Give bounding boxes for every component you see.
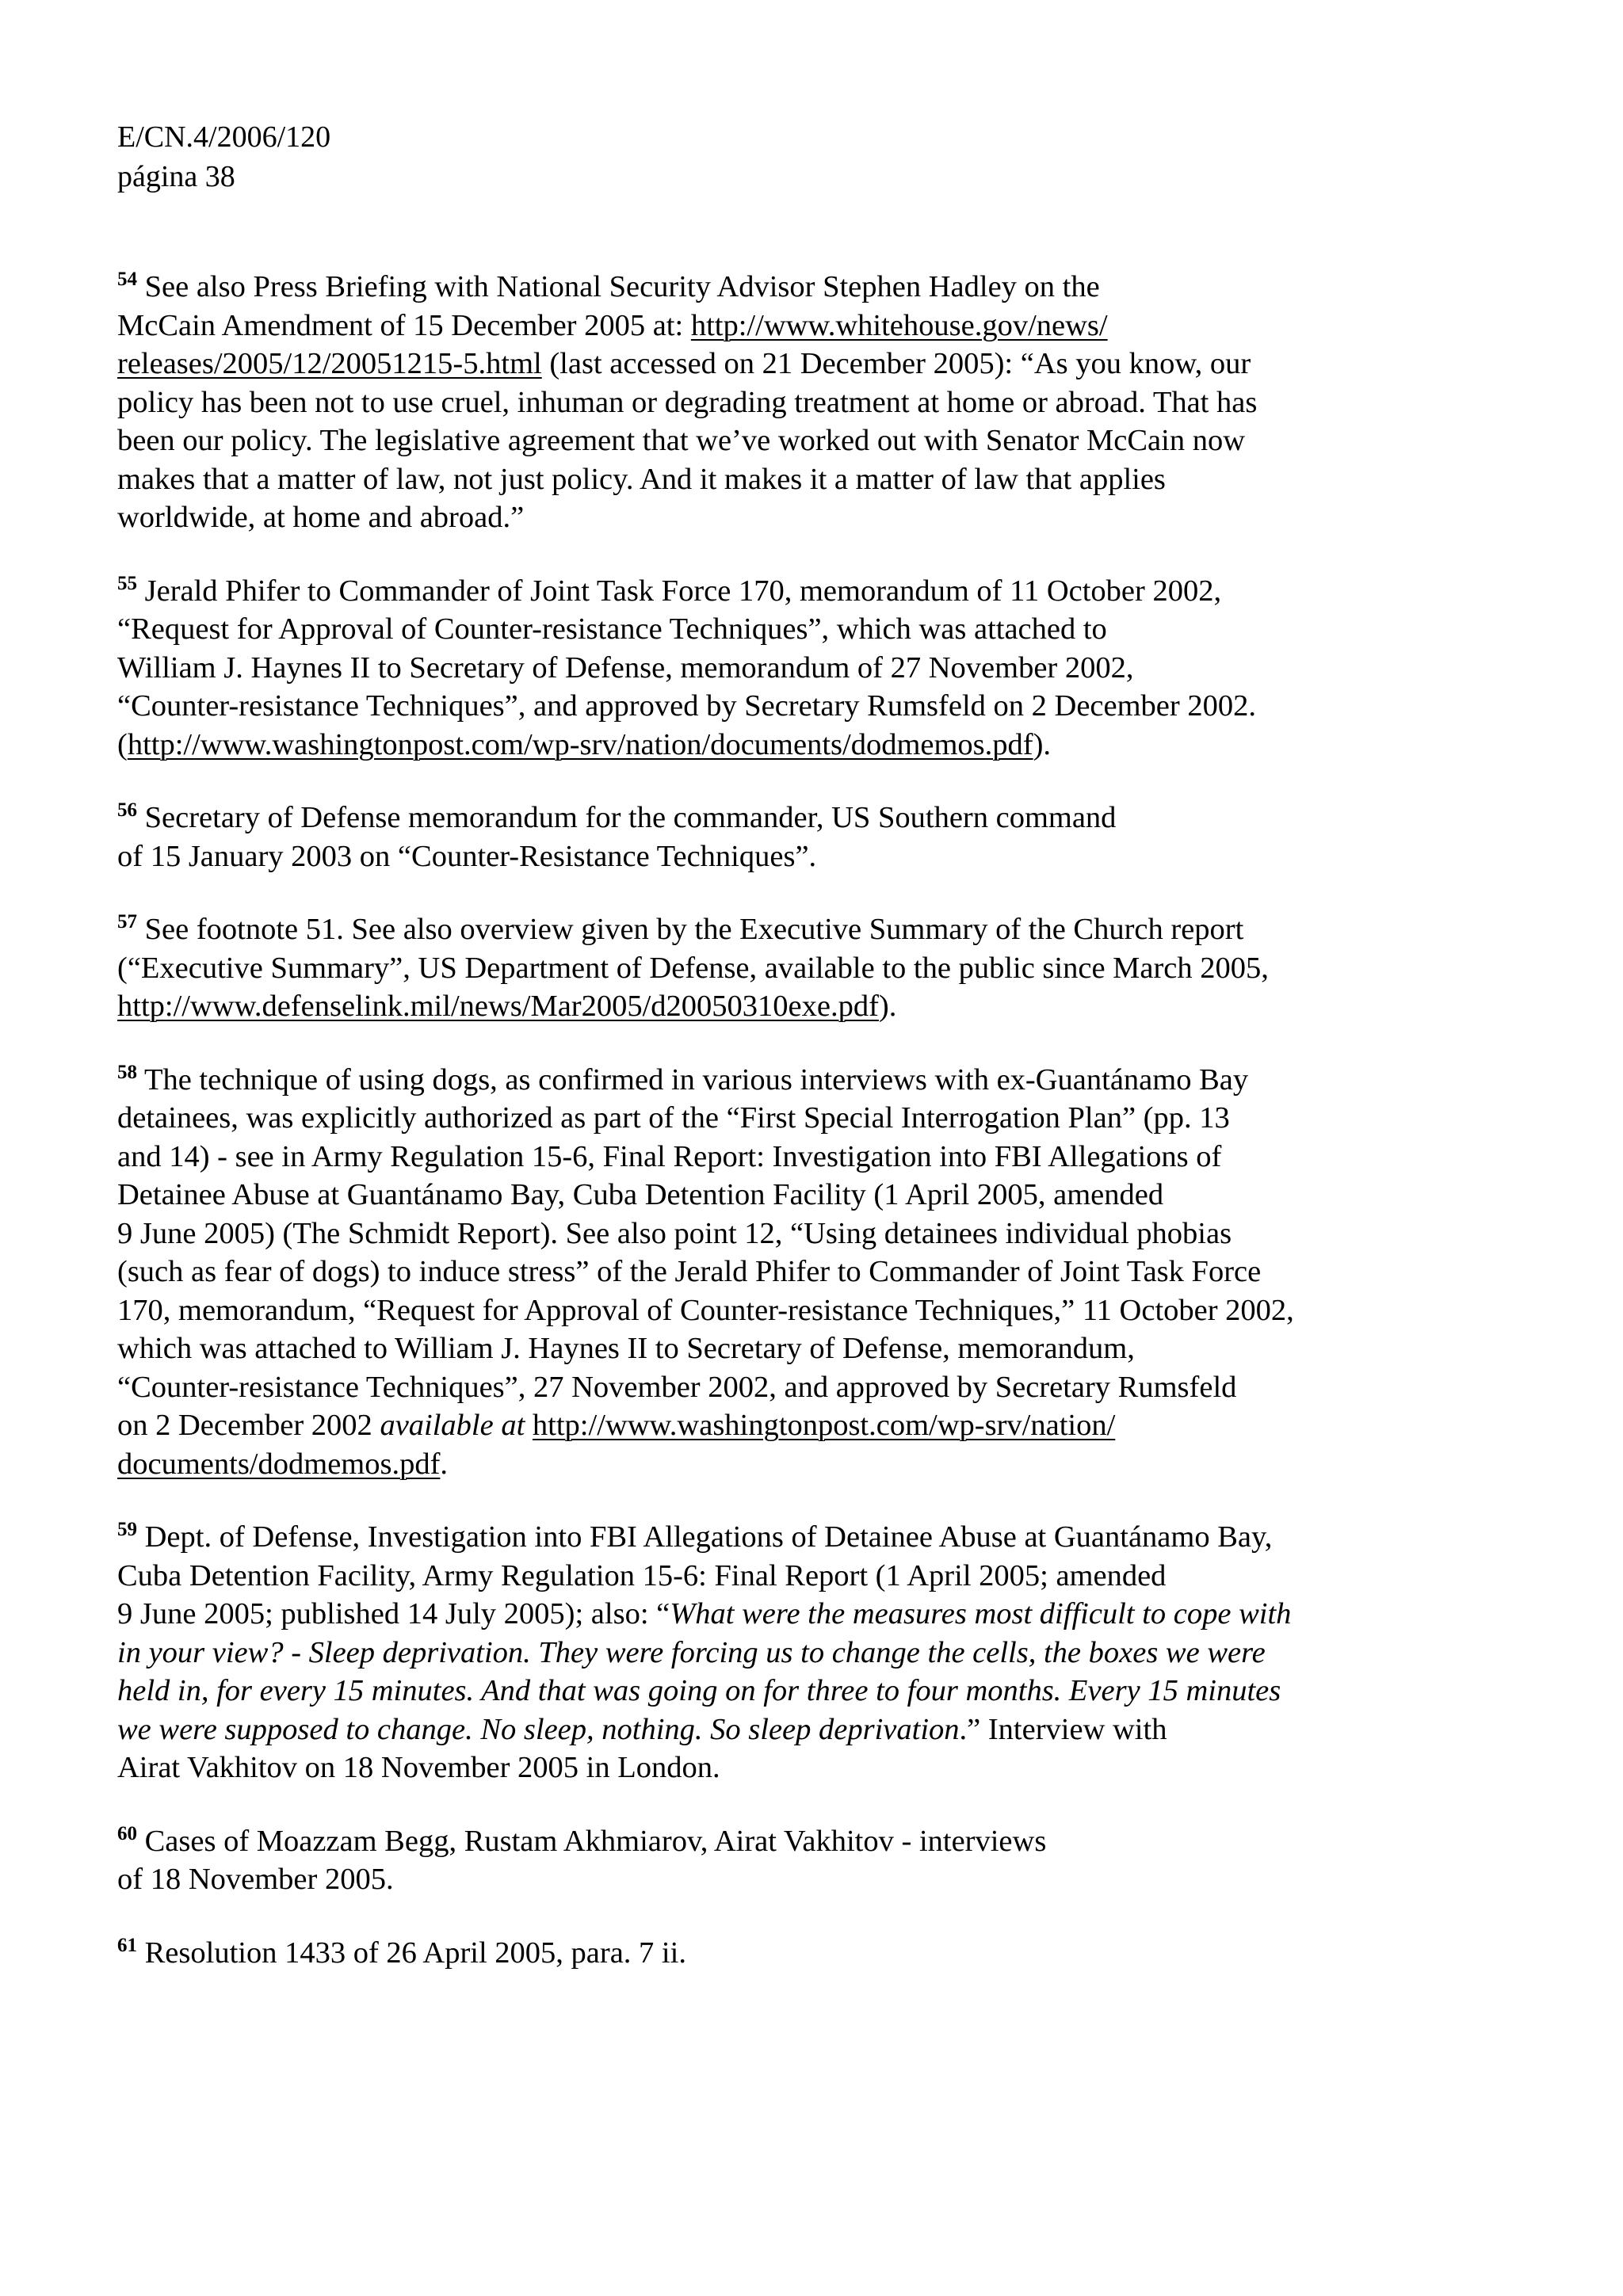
footnote-number: 54 bbox=[117, 269, 137, 290]
footnote-line bbox=[117, 1445, 1417, 1484]
footnote bbox=[117, 910, 1417, 1026]
footnote bbox=[117, 799, 1417, 875]
footnote-line bbox=[117, 1557, 1417, 1596]
footnote-line bbox=[117, 649, 1417, 688]
footnote bbox=[117, 572, 1417, 765]
footnote-line bbox=[117, 1368, 1417, 1407]
footnote-line bbox=[117, 910, 1417, 949]
footnote-text: Airat Vakhitov on 18 November 2005 in London. bbox=[117, 1751, 720, 1784]
footnote-line bbox=[117, 1138, 1417, 1177]
footnote-text: (“Executive Summary”, US Department of Defense, available to the public since March 2005, bbox=[117, 951, 1269, 985]
footnote bbox=[117, 1518, 1417, 1787]
footnote-text: Cases of Moazzam Begg, Rustam Akhmiarov, Airat Vakhitov - interviews bbox=[144, 1824, 1047, 1858]
footnote-text: The technique of using dogs, as confirmed in various interviews with ex-Guantánamo Bay bbox=[143, 1062, 1249, 1097]
footnote-link[interactable]: releases/2005/12/20051215-5.html bbox=[117, 347, 542, 380]
footnote-line bbox=[117, 1061, 1417, 1100]
footnote-number: 57 bbox=[117, 911, 137, 933]
footnote-line bbox=[117, 1099, 1417, 1138]
footnote-text: . bbox=[440, 1447, 449, 1481]
footnote-number: 56 bbox=[117, 799, 137, 821]
footnote bbox=[117, 1061, 1417, 1484]
footnotes-section bbox=[117, 268, 1417, 2007]
footnote-text: Jerald Phifer to Commander of Joint Task Force 170, memorandum of 11 October 2002, bbox=[144, 574, 1222, 608]
footnote-text: See also Press Briefing with National Security Advisor Stephen Hadley on the bbox=[144, 270, 1100, 303]
footnote-line bbox=[117, 460, 1417, 499]
footnote-text: (last accessed on 21 December 2005): “As you know, our bbox=[541, 347, 1251, 380]
page-header bbox=[117, 117, 330, 196]
footnote-text: been our policy. The legislative agreement that we’ve worked out with Senator McCain now bbox=[117, 424, 1246, 457]
footnote-text: worldwide, at home and abroad.” bbox=[117, 501, 525, 534]
footnote-line bbox=[117, 345, 1417, 383]
footnote-number: 61 bbox=[117, 1934, 137, 1956]
footnote-text: makes that a matter of law, not just policy. And it makes it a matter of law that applies bbox=[117, 462, 1166, 496]
footnote-line bbox=[117, 687, 1417, 726]
footnote-line bbox=[117, 1860, 1417, 1899]
footnote-line bbox=[117, 1406, 1417, 1445]
footnote-line bbox=[117, 1822, 1417, 1861]
footnote-italic-text: What were the measures most difficult to cope with bbox=[670, 1597, 1292, 1630]
footnote-line bbox=[117, 1215, 1417, 1253]
footnote-text: ). bbox=[1033, 727, 1052, 761]
footnote-number: 60 bbox=[117, 1822, 137, 1844]
footnote-line bbox=[117, 610, 1417, 649]
footnote-line bbox=[117, 572, 1417, 611]
footnote-text: Detainee Abuse at Guantánamo Bay, Cuba Detention Facility (1 April 2005, amended bbox=[117, 1178, 1164, 1211]
footnote-line bbox=[117, 1595, 1417, 1634]
footnote-line bbox=[117, 1253, 1417, 1291]
footnote-link[interactable]: http://www.washingtonpost.com/wp-srv/nation/ bbox=[532, 1409, 1116, 1442]
footnote-line bbox=[117, 307, 1417, 345]
footnote-line bbox=[117, 726, 1417, 765]
footnote-line bbox=[117, 421, 1417, 460]
footnote bbox=[117, 1822, 1417, 1899]
footnote-text: 170, memorandum, “Request for Approval of Counter-resistance Techniques,” 11 October 2002, bbox=[117, 1293, 1294, 1327]
footnote-text: on 2 December 2002 bbox=[117, 1409, 380, 1442]
footnote-line bbox=[117, 949, 1417, 988]
footnote-line bbox=[117, 1749, 1417, 1787]
footnote-line bbox=[117, 1711, 1417, 1749]
footnote-link[interactable]: http://www.defenselink.mil/news/Mar2005/d20050310exe.pdf bbox=[117, 990, 879, 1023]
footnote-text: of 15 January 2003 on “Counter-Resistance Techniques”. bbox=[117, 839, 817, 873]
footnote-italic-text: available at bbox=[380, 1409, 525, 1442]
footnote-text: Secretary of Defense memorandum for the commander, US Southern command bbox=[144, 801, 1117, 834]
footnote-italic-text: held in, for every 15 minutes. And that was going on for three to four months. Every 15 minutes bbox=[117, 1674, 1281, 1707]
footnote-text: (such as fear of dogs) to induce stress” of the Jerald Phifer to Commander of Joint Task Force bbox=[117, 1255, 1262, 1288]
footnote-line bbox=[117, 383, 1417, 422]
footnote-line bbox=[117, 799, 1417, 837]
footnote-text: ). bbox=[878, 990, 897, 1023]
footnote-text: “Request for Approval of Counter-resistance Techniques”, which was attached to bbox=[117, 612, 1107, 646]
footnote-line bbox=[117, 1291, 1417, 1330]
footnote-line bbox=[117, 1329, 1417, 1368]
footnote-link[interactable]: http://www.washingtonpost.com/wp-srv/nation/documents/dodmemos.pdf bbox=[127, 727, 1033, 761]
footnote-line bbox=[117, 498, 1417, 537]
footnote-line bbox=[117, 1176, 1417, 1215]
footnote-line bbox=[117, 1934, 1417, 1973]
footnote-text: McCain Amendment of 15 December 2005 at: bbox=[117, 308, 691, 342]
footnote-text: ( bbox=[117, 727, 128, 761]
footnote-text: William J. Haynes II to Secretary of Defense, memorandum of 27 November 2002, bbox=[117, 650, 1134, 685]
footnote-line bbox=[117, 837, 1417, 876]
footnote-link[interactable]: http://www.whitehouse.gov/news/ bbox=[690, 308, 1108, 342]
document-symbol: E/CN.4/2006/120 bbox=[117, 120, 331, 154]
footnote-text: detainees, was explicitly authorized as part of the “First Special Interrogation Plan” (pp. 13 bbox=[117, 1101, 1230, 1135]
footnote-italic-text: we were supposed to change. No sleep, nothing. So sleep deprivation bbox=[117, 1712, 960, 1746]
page-number: página 38 bbox=[117, 160, 235, 193]
footnote-text: Resolution 1433 of 26 April 2005, para. 7 ii. bbox=[144, 1936, 686, 1970]
footnote bbox=[117, 268, 1417, 537]
footnote-text: and 14) - see in Army Regulation 15-6, Final Report: Investigation into FBI Allegations of bbox=[117, 1139, 1222, 1173]
footnote-number: 58 bbox=[117, 1061, 137, 1083]
footnote-text: Dept. of Defense, Investigation into FBI Allegations of Detainee Abuse at Guantánamo Bay, bbox=[144, 1520, 1273, 1554]
footnote-text: of 18 November 2005. bbox=[117, 1863, 394, 1896]
footnote-text: “Counter-resistance Techniques”, and approved by Secretary Rumsfeld on 2 December 2002. bbox=[117, 689, 1256, 723]
footnote-line bbox=[117, 1672, 1417, 1711]
footnote-line bbox=[117, 1518, 1417, 1557]
footnote-text bbox=[525, 1409, 533, 1442]
footnote-number: 59 bbox=[117, 1519, 137, 1540]
footnote-text: 9 June 2005) (The Schmidt Report). See also point 12, “Using detainees individual phobias bbox=[117, 1216, 1232, 1250]
footnote-line bbox=[117, 1634, 1417, 1672]
footnote bbox=[117, 1934, 1417, 1973]
footnote-italic-text: in your view? - Sleep deprivation. They were forcing us to change the cells, the boxes we were bbox=[117, 1635, 1266, 1669]
footnote-number: 55 bbox=[117, 572, 137, 594]
footnote-text: “Counter-resistance Techniques”, 27 November 2002, and approved by Secretary Rumsfeld bbox=[117, 1370, 1237, 1404]
footnote-line bbox=[117, 268, 1417, 307]
footnote-text: .” Interview with bbox=[959, 1712, 1167, 1746]
footnote-text: policy has been not to use cruel, inhuman or degrading treatment at home or abroad. That has bbox=[117, 385, 1258, 419]
footnote-text: 9 June 2005; published 14 July 2005); also: “ bbox=[117, 1597, 670, 1630]
footnote-text: See footnote 51. See also overview given by the Executive Summary of the Church report bbox=[144, 913, 1244, 946]
footnote-text: Cuba Detention Facility, Army Regulation 15-6: Final Report (1 April 2005; amended bbox=[117, 1558, 1167, 1592]
footnote-link[interactable]: documents/dodmemos.pdf bbox=[117, 1447, 441, 1481]
footnote-text: which was attached to William J. Haynes II to Secretary of Defense, memorandum, bbox=[117, 1332, 1135, 1365]
footnote-line bbox=[117, 987, 1417, 1026]
